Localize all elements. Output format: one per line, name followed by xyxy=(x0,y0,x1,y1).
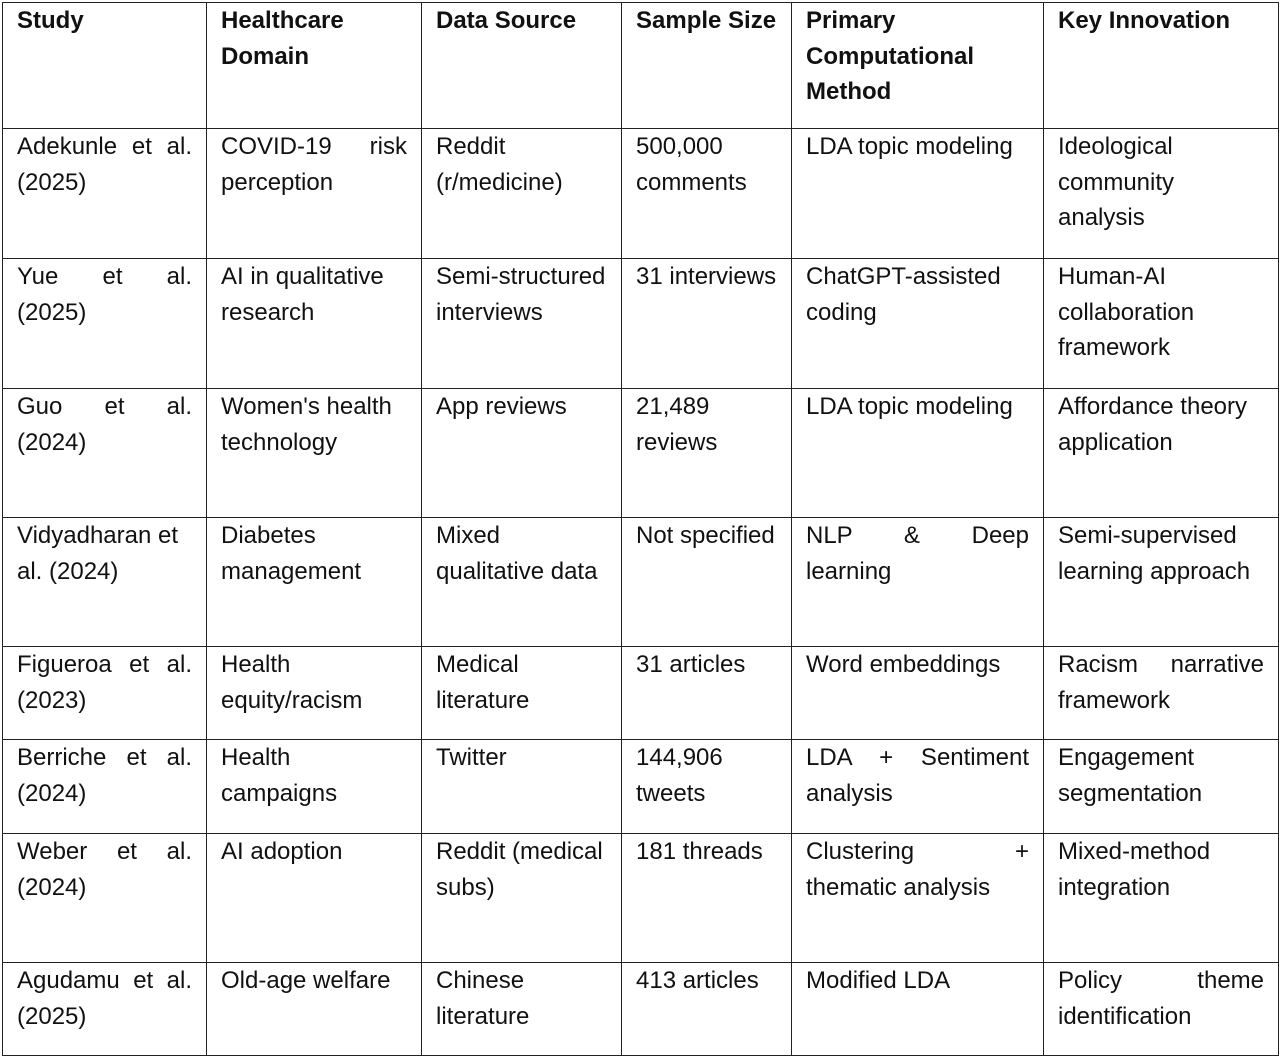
cell-method: LDA + Sentiment analysis xyxy=(792,740,1044,834)
cell-innovation: Ideological community analysis xyxy=(1044,129,1279,259)
cell-innovation: Engagement segmentation xyxy=(1044,740,1279,834)
cell-domain: AI adoption xyxy=(207,834,422,963)
header-healthcare-domain: Healthcare Domain xyxy=(207,3,422,129)
cell-sample: 31 articles xyxy=(622,647,792,740)
cell-sample: 181 threads xyxy=(622,834,792,963)
cell-source: Reddit (medical subs) xyxy=(422,834,622,963)
cell-method: LDA topic modeling xyxy=(792,389,1044,518)
cell-source: App reviews xyxy=(422,389,622,518)
cell-domain: AI in qualitative research xyxy=(207,259,422,389)
table-row xyxy=(3,259,1279,389)
cell-source: Semi-structured interviews xyxy=(422,259,622,389)
header-key-innovation: Key Innovation xyxy=(1044,3,1279,129)
header-sample-size: Sample Size xyxy=(622,3,792,129)
cell-sample: 500,000 comments xyxy=(622,129,792,259)
study-table xyxy=(2,2,1279,1056)
cell-study: Guo et al. (2024) xyxy=(3,389,207,518)
table-row xyxy=(3,740,1279,834)
header-study: Study xyxy=(3,3,207,129)
table-row xyxy=(3,518,1279,647)
cell-domain: Women's health technology xyxy=(207,389,422,518)
cell-sample: 144,906 tweets xyxy=(622,740,792,834)
cell-method: ChatGPT-assisted coding xyxy=(792,259,1044,389)
cell-domain: Old-age welfare xyxy=(207,963,422,1056)
cell-source: Chinese literature xyxy=(422,963,622,1056)
cell-source: Twitter xyxy=(422,740,622,834)
table-row xyxy=(3,834,1279,963)
cell-innovation: Semi-supervised learning approach xyxy=(1044,518,1279,647)
cell-method: Clustering + thematic analysis xyxy=(792,834,1044,963)
cell-study: Vidyadharan et al. (2024) xyxy=(3,518,207,647)
cell-source: Medical literature xyxy=(422,647,622,740)
cell-source: Reddit (r/medicine) xyxy=(422,129,622,259)
cell-method: LDA topic modeling xyxy=(792,129,1044,259)
cell-domain: Diabetes management xyxy=(207,518,422,647)
cell-sample: 413 articles xyxy=(622,963,792,1056)
cell-study: Berriche et al. (2024) xyxy=(3,740,207,834)
cell-innovation: Mixed-method integration xyxy=(1044,834,1279,963)
table-row xyxy=(3,129,1279,259)
cell-study: Weber et al. (2024) xyxy=(3,834,207,963)
cell-method: NLP & Deep learning xyxy=(792,518,1044,647)
table-row xyxy=(3,963,1279,1056)
table-row xyxy=(3,389,1279,518)
cell-method: Modified LDA xyxy=(792,963,1044,1056)
header-primary-method: Primary Computational Method xyxy=(792,3,1044,129)
cell-study: Agudamu et al. (2025) xyxy=(3,963,207,1056)
cell-study: Figueroa et al. (2023) xyxy=(3,647,207,740)
cell-domain: Health equity/racism xyxy=(207,647,422,740)
cell-sample: Not specified xyxy=(622,518,792,647)
header-row xyxy=(3,3,1279,129)
cell-domain: Health campaigns xyxy=(207,740,422,834)
cell-study: Yue et al. (2025) xyxy=(3,259,207,389)
header-data-source: Data Source xyxy=(422,3,622,129)
table-row xyxy=(3,647,1279,740)
cell-sample: 21,489 reviews xyxy=(622,389,792,518)
cell-sample: 31 interviews xyxy=(622,259,792,389)
cell-source: Mixed qualitative data xyxy=(422,518,622,647)
cell-study: Adekunle et al. (2025) xyxy=(3,129,207,259)
cell-innovation: Racism narrative framework xyxy=(1044,647,1279,740)
cell-domain: COVID-19 risk perception xyxy=(207,129,422,259)
cell-innovation: Policy theme identification xyxy=(1044,963,1279,1056)
cell-method: Word embeddings xyxy=(792,647,1044,740)
cell-innovation: Affordance theory application xyxy=(1044,389,1279,518)
cell-innovation: Human-AI collaboration framework xyxy=(1044,259,1279,389)
